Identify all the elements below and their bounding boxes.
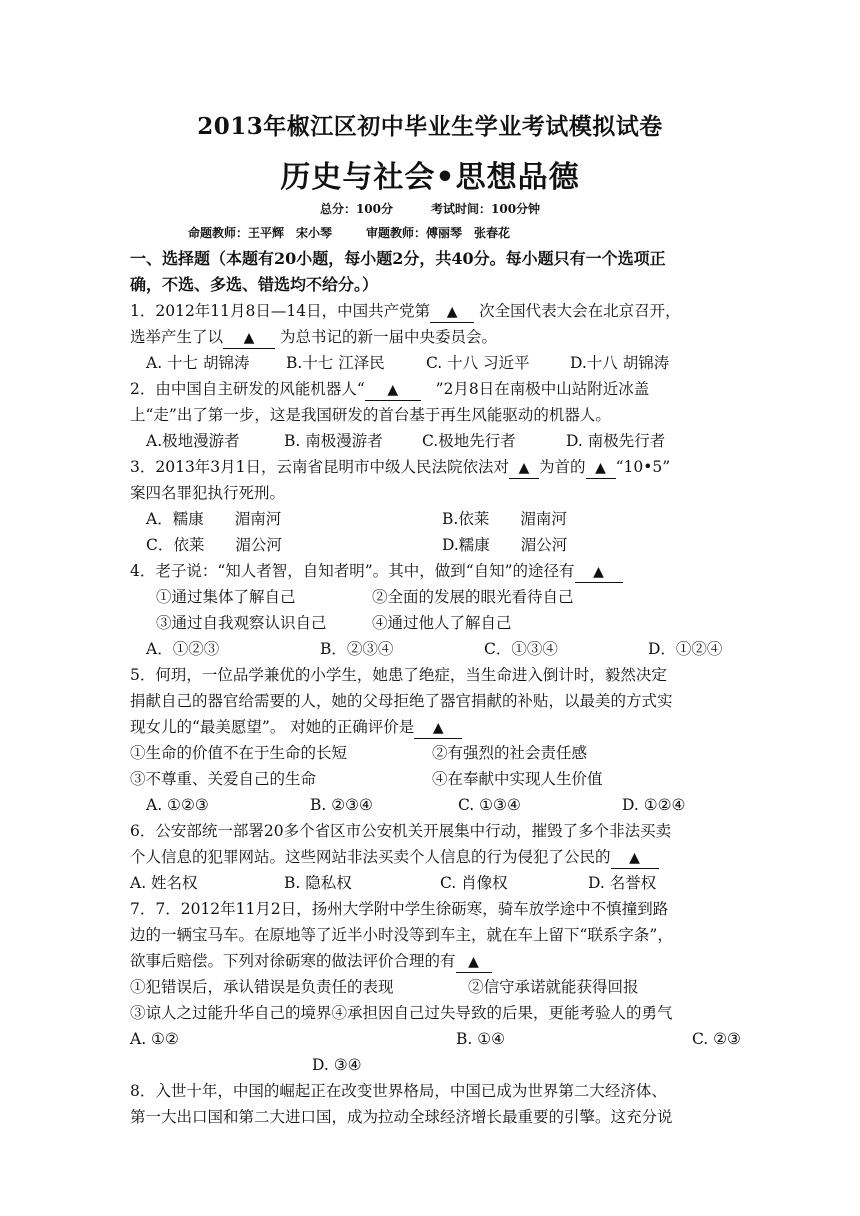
option: B. ②③④ — [310, 796, 373, 814]
option: D. 南极先行者 — [566, 432, 666, 450]
option: D. ①②④ — [622, 796, 686, 814]
q2-line1: 2．由中国自主研发的风能机器人“ ▲ ”2月8日在南极中山站附近冰盖 — [130, 376, 649, 402]
answer-blank: ▲ — [365, 379, 421, 401]
option: B.依莱 湄南河 — [442, 510, 567, 528]
statement: ①通过集体了解自己 — [156, 588, 296, 606]
option: D. ③④ — [312, 1056, 362, 1074]
question-setters: 命题教师：王平辉 宋小琴 — [188, 226, 333, 240]
statement: ①生命的价值不在于生命的长短 — [130, 744, 348, 762]
option: C. ①③④ — [458, 796, 521, 814]
teacher-credits — [188, 224, 510, 241]
statement: ②全面的发展的眼光看待自己 — [372, 588, 574, 606]
statement: ③不尊重、关爱自己的生命 — [130, 770, 317, 788]
subject-title: 历史与社会•思想品德 — [280, 160, 580, 195]
q7-items-row2: ③谅人之过能升华自己的境界④承担因自己过失导致的后果，更能考验人的勇气 — [130, 1004, 673, 1022]
option: A．①②③ — [146, 640, 220, 658]
answer-blank: ▲ — [611, 847, 659, 869]
option: B. ①④ — [456, 1030, 506, 1048]
option: D.十八 胡锦涛 — [570, 354, 670, 372]
statement: ③通过自我观察认识自己 — [156, 614, 327, 632]
option: A. 姓名权 — [130, 874, 198, 892]
q5-line3: 现女儿的“最美愿望”。 对她的正确评价是 ▲ — [130, 714, 462, 740]
q7-line3: 欲事后赔偿。下列对徐砺寒的做法评价合理的有 ▲ — [130, 948, 492, 974]
option: A.极地漫游者 — [146, 432, 240, 450]
section-heading: 一、选择题（本题有20小题，每小题2分，共40分。每小题只有一个选项正 — [130, 249, 666, 268]
option: A. 十七 胡锦涛 — [146, 354, 250, 372]
q5-line1: 5．何玥，一位品学兼优的小学生，她患了绝症，当生命进入倒计时，毅然决定 — [130, 666, 667, 684]
q4-line1: 4．老子说：“知人者智，自知者明”。其中，做到“自知”的途径有 ▲ — [130, 558, 623, 584]
answer-blank: ▲ — [575, 561, 623, 583]
option: C. 十八 习近平 — [426, 354, 530, 372]
q8-line2: 第一大出口国和第二大进口国，成为拉动全球经济增长最重要的引擎。这充分说 — [130, 1108, 673, 1126]
total-score: 总分：100分 — [319, 202, 393, 216]
q8-line1: 8．入世十年，中国的崛起正在改变世界格局，中国已成为世界第二大经济体、 — [130, 1082, 667, 1100]
option: A. ①②③ — [146, 796, 209, 814]
option: C.极地先行者 — [422, 432, 516, 450]
exam-meta — [0, 200, 860, 217]
option: A．糯康 湄南河 — [146, 510, 282, 528]
option: D．①②④ — [648, 640, 723, 658]
option: C．①③④ — [484, 640, 558, 658]
option: C. ②③ — [692, 1030, 741, 1048]
q1-line2: 选举产生了以 ▲ 为总书记的新一届中央委员会。 — [130, 324, 497, 350]
option: D. 名誉权 — [588, 874, 657, 892]
q3-line2: 案四名罪犯执行死刑。 — [130, 484, 286, 502]
q6-line1: 6．公安部统一部署20多个省区市公安机关开展集中行动，摧毁了多个非法买卖 — [130, 822, 672, 840]
section-heading-cont: 确，不选、多选、错选均不给分。） — [130, 275, 379, 294]
q2-line2: 上“走”出了第一步，这是我国研发的首台基于再生风能驱动的机器人。 — [130, 406, 611, 424]
option: B. 隐私权 — [284, 874, 352, 892]
option: B．②③④ — [320, 640, 394, 658]
question-reviewers: 审题教师：傅丽琴 张春花 — [366, 226, 511, 240]
q6-line2: 个人信息的犯罪网站。这些网站非法买卖个人信息的行为侵犯了公民的 ▲ — [130, 844, 659, 870]
statement: ④通过他人了解自己 — [372, 614, 512, 632]
q7-line2: 边的一辆宝马车。在原地等了近半小时没等到车主，就在车上留下“联系字条”， — [130, 926, 673, 944]
q7-line1: 7．7．2012年11月2日，扬州大学附中学生徐砺寒，骑车放学途中不慎撞到路 — [130, 900, 669, 918]
q5-line2: 捐献自己的器官给需要的人，她的父母拒绝了器官捐献的补贴，以最美的方式实 — [130, 692, 673, 710]
answer-blank: ▲ — [430, 301, 474, 323]
exam-title: 2013年椒江区初中毕业生学业考试模拟试卷 — [197, 113, 663, 140]
option: A. ①② — [130, 1030, 179, 1048]
answer-blank: ▲ — [456, 951, 492, 973]
q1-line1: 1．2012年11月8日—14日，中国共产党第 ▲ 次全国代表大会在北京召开， — [130, 298, 681, 324]
q3-line1: 3．2013年3月1日，云南省昆明市中级人民法院依法对 ▲ 为首的 ▲ “10•5” — [130, 454, 670, 480]
answer-blank: ▲ — [586, 457, 616, 479]
statement: ④在奉献中实现人生价值 — [432, 770, 603, 788]
option: C. 肖像权 — [440, 874, 508, 892]
answer-blank: ▲ — [414, 717, 462, 739]
exam-time: 考试时间：100分钟 — [431, 202, 541, 216]
option: B.十七 江泽民 — [286, 354, 385, 372]
option: D.糯康 湄公河 — [442, 536, 568, 554]
option: C．依莱 湄公河 — [146, 536, 282, 554]
answer-blank: ▲ — [223, 327, 275, 349]
statement: ②有强烈的社会责任感 — [432, 744, 588, 762]
answer-blank: ▲ — [509, 457, 539, 479]
statement: ①犯错误后，承认错误是负责任的表现 — [130, 978, 394, 996]
option: B. 南极漫游者 — [284, 432, 383, 450]
statement: ②信守承诺就能获得回报 — [468, 978, 639, 996]
